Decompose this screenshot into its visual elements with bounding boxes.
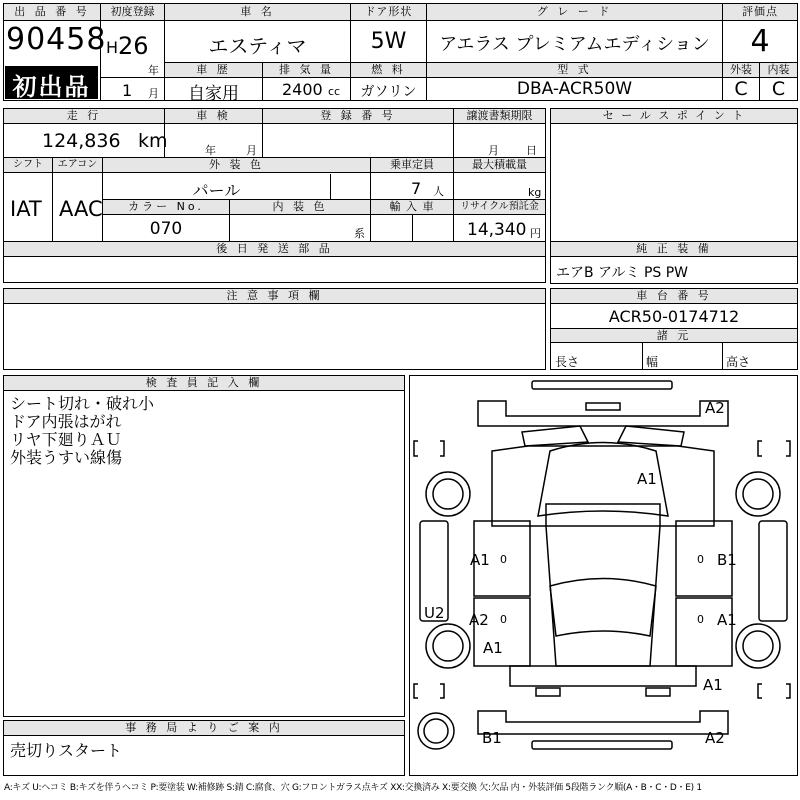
transfer-docs-label: 譲渡書類期限 bbox=[454, 109, 545, 124]
mileage: 124,836 bbox=[42, 130, 121, 152]
inspector-note: 外装うすい線傷 bbox=[10, 448, 123, 467]
model-code: DBA-ACR50W bbox=[516, 79, 633, 99]
load-unit: kg bbox=[528, 186, 542, 199]
fuel-label: 燃 料 bbox=[351, 63, 426, 78]
shift: IAT bbox=[10, 197, 42, 221]
recycle-unit: 円 bbox=[530, 227, 541, 240]
displacement: 2400 bbox=[282, 80, 323, 99]
score-label: 評価点 bbox=[723, 4, 797, 21]
car-diagram bbox=[409, 375, 798, 776]
max-load-label: 最大積載量 bbox=[454, 158, 545, 173]
history-label: 車 歴 bbox=[165, 63, 262, 78]
damage-mark-zero: 0 bbox=[697, 613, 704, 626]
legend: A:キズ U:ヘコミ B:キズを伴うヘコミ P:要塗装 W:補修跡 S:錆 C:腐食、穴 G:フロントガラス点キズ XX:交換済み X:要交換 欠:欠品 内・外装評価 5段階ランク順(A・B・C・D・E) 1 bbox=[4, 783, 702, 793]
exterior-label: 外装 bbox=[723, 63, 759, 78]
displacement-unit: cc bbox=[328, 85, 341, 98]
dimensions-label: 諸 元 bbox=[551, 329, 797, 343]
exterior-color: パール bbox=[192, 181, 241, 200]
height-label: 高さ bbox=[726, 355, 751, 369]
recycle-label: リサイクル預託金 bbox=[454, 200, 545, 215]
color-no-label: カラー No. bbox=[103, 200, 229, 215]
damage-mark-left-rear: A1 bbox=[483, 639, 503, 657]
interior-grade: C bbox=[771, 78, 786, 100]
first-listing-badge: 初出品 bbox=[12, 73, 91, 101]
registration-no-label: 登 録 番 号 bbox=[263, 109, 453, 124]
capacity-unit: 人 bbox=[433, 185, 444, 198]
capacity: 7 bbox=[411, 179, 422, 198]
door-label: ドア形状 bbox=[351, 4, 426, 21]
damage-mark-zero: 0 bbox=[500, 613, 507, 626]
interior-color-label: 内 装 色 bbox=[230, 200, 370, 215]
inspector-note: ドア内張はがれ bbox=[10, 412, 122, 431]
inspector-label: 検 査 員 記 入 欄 bbox=[4, 376, 404, 391]
inspection-month-unit: 月 bbox=[246, 144, 257, 157]
inspector-note: シート切れ・破れ小 bbox=[10, 394, 155, 413]
damage-mark-rear-left: B1 bbox=[482, 729, 502, 747]
first-reg-label: 初度登録 bbox=[101, 4, 164, 21]
mileage-unit: km bbox=[138, 130, 168, 152]
exterior-color-label: 外 装 色 bbox=[103, 158, 370, 173]
transfer-day-unit: 日 bbox=[526, 144, 537, 157]
fuel: ガソリン bbox=[360, 84, 417, 100]
inspection-year-unit: 年 bbox=[205, 144, 216, 157]
chassis-label: 車 台 番 号 bbox=[551, 289, 797, 304]
reg-month-unit: 月 bbox=[148, 87, 159, 100]
damage-mark-front-bumper: A2 bbox=[705, 399, 725, 417]
reg-year: 26 bbox=[118, 32, 149, 60]
import-label: 輸 入 車 bbox=[371, 200, 453, 215]
reg-era: H bbox=[106, 38, 119, 57]
recycle-fee: 14,340 bbox=[467, 220, 527, 240]
inspector-note: リヤ下廻りＡＵ bbox=[10, 430, 122, 449]
damage-mark-right-rear-quarter: A1 bbox=[703, 676, 723, 694]
damage-mark-right-front-door: B1 bbox=[717, 551, 737, 569]
reg-month: 1 bbox=[122, 81, 133, 100]
damage-mark-right-rear-door: A1 bbox=[717, 611, 737, 629]
damage-mark-left-rear-door: A2 bbox=[469, 611, 489, 629]
notes-label: 注 意 事 項 欄 bbox=[4, 289, 545, 304]
width-label: 幅 bbox=[646, 355, 659, 369]
chassis-number: ACR50-0174712 bbox=[608, 307, 740, 326]
sales-points-label: セ ー ル ス ポ イ ン ト bbox=[551, 109, 797, 124]
shift-label: シフト bbox=[4, 158, 52, 173]
exterior-grade: C bbox=[734, 78, 748, 100]
genuine-equipment-label: 純 正 装 備 bbox=[551, 242, 797, 257]
history: 自家用 bbox=[188, 84, 239, 104]
car-name: エスティマ bbox=[208, 34, 307, 58]
interior-color-suffix: 系 bbox=[354, 227, 365, 240]
grade-label: グ レ ー ド bbox=[427, 4, 722, 21]
later-parts-label: 後 日 発 送 部 品 bbox=[4, 242, 545, 256]
lot-no-label: 出 品 番 号 bbox=[4, 4, 100, 21]
score: 4 bbox=[750, 24, 770, 59]
damage-mark-zero: 0 bbox=[697, 553, 704, 566]
capacity-label: 乗車定員 bbox=[371, 158, 453, 173]
later-parts-field bbox=[3, 256, 546, 283]
inspector-notes bbox=[10, 395, 154, 467]
aircon: AAC bbox=[59, 197, 103, 221]
mileage-label: 走 行 bbox=[4, 109, 164, 124]
interior-label: 内装 bbox=[760, 63, 797, 78]
sales-points-block bbox=[550, 108, 798, 284]
displacement-label: 排 気 量 bbox=[263, 63, 350, 78]
transfer-month-unit: 月 bbox=[488, 144, 499, 157]
damage-mark-hood: A1 bbox=[637, 470, 657, 488]
length-label: 長さ bbox=[555, 355, 580, 369]
reg-year-unit: 年 bbox=[148, 64, 159, 77]
office-label: 事 務 局 よ り ご 案 内 bbox=[4, 721, 404, 736]
damage-mark-rear-right: A2 bbox=[705, 729, 725, 747]
office-note: 売切りスタート bbox=[10, 741, 123, 760]
car-name-label: 車 名 bbox=[165, 4, 350, 21]
damage-mark-left-front-door: A1 bbox=[470, 551, 490, 569]
model-label: 型 式 bbox=[427, 63, 722, 78]
color-no: 070 bbox=[149, 219, 183, 239]
damage-mark-left-side: U2 bbox=[424, 604, 445, 622]
door-type: 5W bbox=[370, 29, 407, 54]
lot-number: 90458 bbox=[6, 22, 107, 57]
genuine-equipment: エアB アルミ PS PW bbox=[556, 265, 689, 281]
damage-mark-zero: 0 bbox=[500, 553, 507, 566]
inspection-label: 車 検 bbox=[165, 109, 262, 124]
aircon-label: エアコン bbox=[53, 158, 102, 173]
grade: アエラス プレミアムエディション bbox=[439, 34, 710, 55]
